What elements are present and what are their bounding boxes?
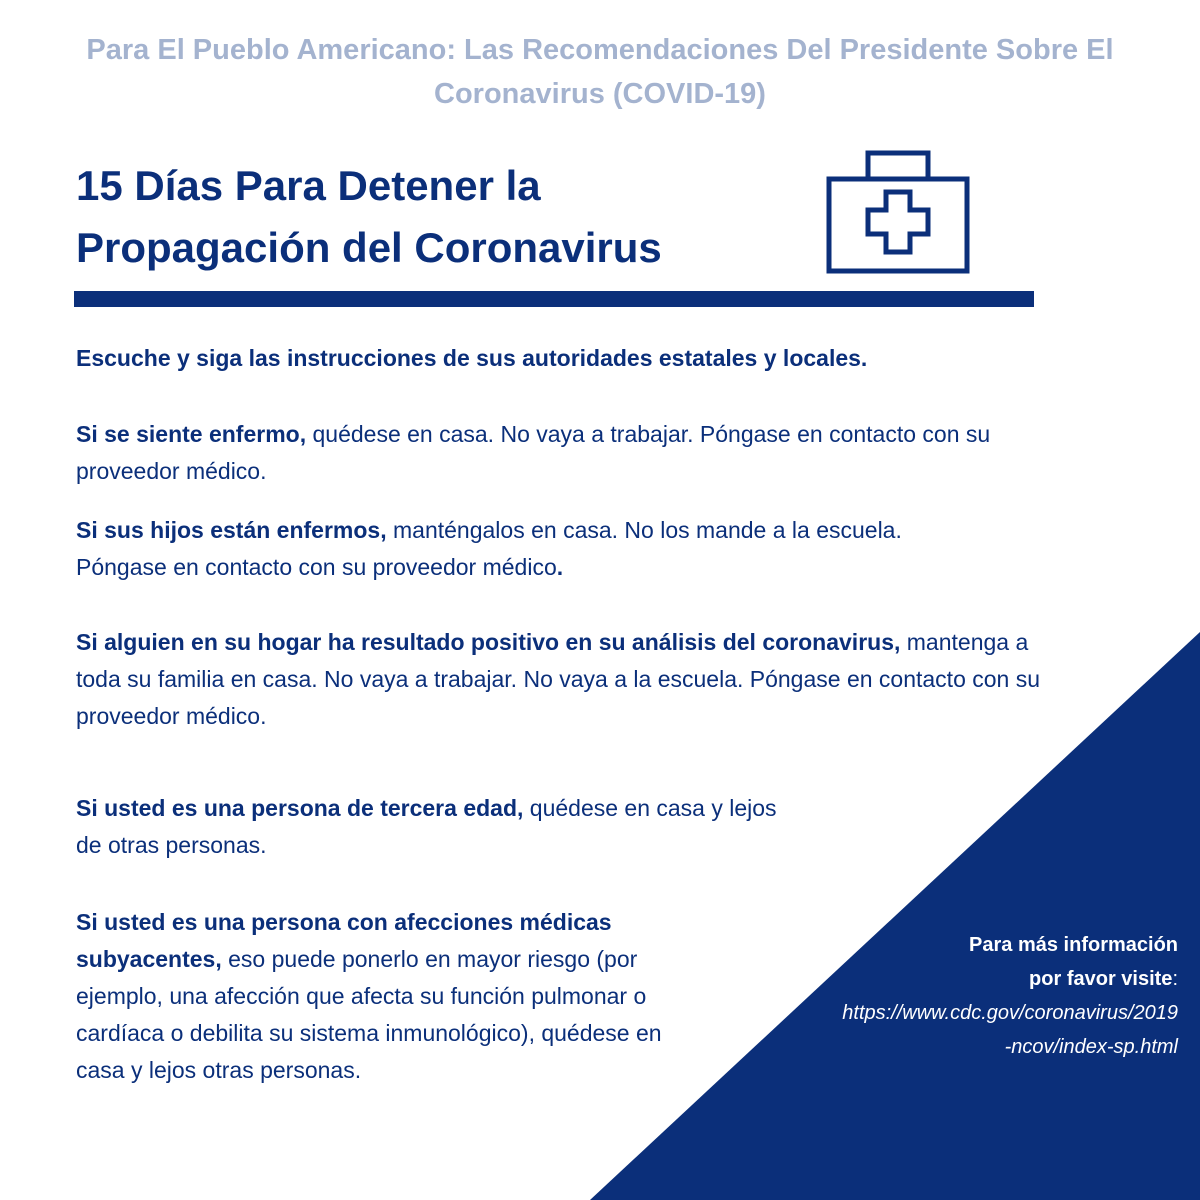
paragraph-children xyxy=(76,512,996,586)
title-divider xyxy=(74,291,1034,307)
paragraph-bold: Si usted es una persona con afecciones médicas subyacentes, xyxy=(76,909,612,972)
paragraph-sick xyxy=(76,416,1016,490)
paragraph-text: manténgalos en casa. No los mande a la escuela. Póngase en contacto con su proveedor médico xyxy=(76,517,902,580)
paragraph-text: eso puede ponerlo en mayor riesgo (por ejemplo, una afección que afecta su función pulmonar o cardíaca o debilita su sistema inmunológico), quédese en casa y lejos otras personas. xyxy=(76,946,662,1083)
paragraph-text: quédese en casa. No vaya a trabajar. Póngase en contacto con su proveedor médico. xyxy=(76,421,991,484)
more-info-line1: Para más información xyxy=(969,934,1178,956)
paragraph-bold: Escuche y siga las instrucciones de sus autoridades estatales y locales. xyxy=(76,345,868,371)
header-title: Para El Pueblo Americano: Las Recomendaciones Del Presidente Sobre El Coronavirus (COVID-19) xyxy=(86,34,1114,110)
first-aid-kit-icon xyxy=(826,150,970,274)
paragraph-tail: . xyxy=(556,554,564,580)
paragraph-text: mantenga a toda su familia en casa. No vaya a trabajar. No vaya a la escuela. Póngase en contacto con su proveedor médico. xyxy=(76,629,1041,729)
paragraph-text: quédese en casa y lejos de otras personas. xyxy=(76,795,777,858)
paragraph-authorities xyxy=(76,340,1076,377)
paragraph-household xyxy=(76,624,1056,735)
paragraph-bold: Si alguien en su hogar ha resultado positivo en su análisis del coronavirus, xyxy=(76,629,901,655)
paragraph-bold: Si sus hijos están enfermos, xyxy=(76,517,387,543)
more-info-colon: : xyxy=(1172,968,1178,990)
paragraph-elderly xyxy=(76,790,786,864)
paragraph-bold: Si usted es una persona de tercera edad, xyxy=(76,795,524,821)
more-info-box xyxy=(838,928,1178,1064)
cdc-link[interactable]: https://www.cdc.gov/coronavirus/2019-ncov/index-sp.html xyxy=(842,1002,1178,1058)
paragraph-conditions xyxy=(76,904,666,1089)
paragraph-bold: Si se siente enfermo, xyxy=(76,421,307,447)
more-info-line2: por favor visite xyxy=(1029,968,1173,990)
page-title: 15 Días Para Detener la Propagación del Coronavirus xyxy=(76,162,662,271)
